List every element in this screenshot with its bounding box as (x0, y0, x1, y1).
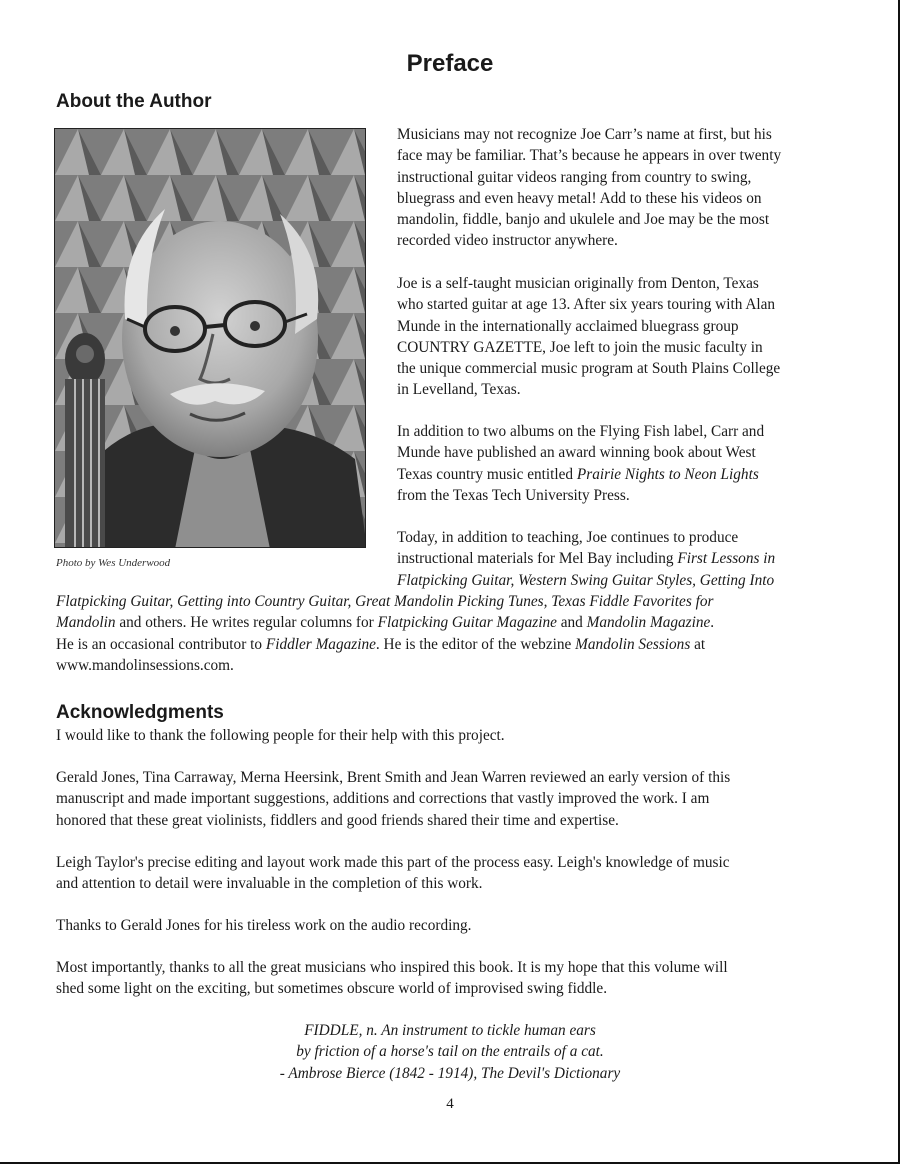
text-line: Most importantly, thanks to all the great musicians who inspired this book. It is my hope that this volume will (56, 959, 728, 976)
text-line: COUNTRY GAZETTE, Joe left to join the music faculty in (397, 338, 763, 356)
acknowledgments-heading: Acknowledgments (56, 702, 224, 723)
quote-line: by friction of a horse's tail on the entrails of a cat. (296, 1043, 604, 1061)
author-photo (54, 128, 366, 548)
text-line: from the Texas Tech University Press. (397, 486, 630, 504)
magazine-title: Flatpicking Guitar Magazine (377, 614, 557, 632)
text-line: mandolin, fiddle, banjo and ukulele and Joe may be the most (397, 211, 770, 229)
epigraph-quote (0, 1020, 900, 1084)
text-line: Gerald Jones, Tina Carraway, Merna Heersink, Brent Smith and Jean Warren reviewed an early version of this (56, 769, 731, 786)
ack-paragraph-3 (56, 915, 856, 936)
text-run: . (710, 614, 715, 632)
text-line: Leigh Taylor's precise editing and layout work made this part of the process easy. Leigh's knowledge of music (56, 854, 730, 871)
text-line: Joe is a self-taught musician originally from Denton, Texas (397, 275, 759, 292)
text-run: instructional materials for Mel Bay including (397, 550, 678, 568)
page-number: 4 (446, 1096, 454, 1112)
book-title: First Lessons in (677, 550, 776, 568)
text-line: in Levelland, Texas. (397, 381, 521, 399)
text-line (397, 548, 857, 569)
text-line: recorded video instructor anywhere. (397, 232, 618, 250)
text-line (397, 464, 857, 485)
text-run: at (690, 635, 706, 653)
about-paragraph-2 (397, 273, 857, 401)
text-line: the unique commercial music program at South Plains College (397, 360, 781, 378)
about-paragraph-3 (397, 421, 857, 506)
ack-intro (56, 725, 856, 746)
magazine-title: Fiddler Magazine (265, 635, 376, 653)
page-title: Preface (406, 50, 494, 77)
quote-line: FIDDLE, n. An instrument to tickle human ears (304, 1022, 596, 1039)
about-paragraph-4-bottom (56, 591, 856, 676)
text-line: manuscript and made important suggestions, additions and corrections that vastly improved the work. I am (56, 790, 710, 808)
text-run: and others. He writes regular columns for (115, 614, 378, 632)
text-line: and attention to detail were invaluable in the completion of this work. (56, 875, 483, 893)
ack-paragraph-1 (56, 767, 856, 831)
text-run: He is an occasional contributor to (56, 635, 266, 653)
website-url: www.mandolinsessions.com. (56, 656, 234, 674)
text-line: face may be familiar. That’s because he appears in over twenty (397, 147, 782, 165)
text-line: Flatpicking Guitar, Getting into Country Guitar, Great Mandolin Picking Tunes, Texas Fiddle Favorites for (56, 593, 714, 610)
quote-attribution: - Ambrose Bierce (1842 - 1914), The Devil's Dictionary (279, 1064, 621, 1082)
ack-paragraph-4 (56, 957, 856, 1000)
text-line: who started guitar at age 13. After six years touring with Alan (397, 296, 776, 314)
text-run: . He is the editor of the webzine (375, 635, 576, 653)
text-line: instructional guitar videos ranging from country to swing, (397, 168, 752, 186)
text-line: In addition to two albums on the Flying Fish label, Carr and (397, 423, 765, 440)
book-title: Mandolin (56, 614, 116, 632)
text-line: Munde in the internationally acclaimed bluegrass group (397, 317, 739, 335)
text-run: Texas country music entitled (397, 465, 577, 483)
text-line: shed some light on the exciting, but sometimes obscure world of improvised swing fiddle. (56, 980, 608, 998)
text-line: honored that these great violinists, fiddlers and good friends shared their time and expertise. (56, 811, 619, 829)
text-line: Musicians may not recognize Joe Carr’s name at first, but his (397, 126, 772, 143)
text-run: and (556, 614, 587, 632)
about-paragraph-4-top (397, 527, 857, 591)
text-line: Today, in addition to teaching, Joe continues to produce (397, 529, 739, 546)
text-line (56, 634, 856, 655)
text-line (56, 612, 856, 633)
magazine-title: Mandolin Magazine (586, 614, 711, 632)
text-line: Flatpicking Guitar, Western Swing Guitar Styles, Getting Into (397, 571, 775, 589)
ack-paragraph-2 (56, 852, 856, 895)
text-line: Munde have published an award winning book about West (397, 444, 756, 462)
text-line: I would like to thank the following people for their help with this project. (56, 727, 505, 744)
photo-caption: Photo by Wes Underwood (56, 557, 171, 569)
text-line: bluegrass and even heavy metal! Add to these his videos on (397, 189, 762, 207)
about-author-heading: About the Author (56, 91, 212, 112)
webzine-title: Mandolin Sessions (575, 635, 691, 653)
about-paragraph-1 (397, 124, 857, 252)
book-title: Prairie Nights to Neon Lights (576, 465, 759, 483)
text-line: Thanks to Gerald Jones for his tireless work on the audio recording. (56, 917, 472, 934)
